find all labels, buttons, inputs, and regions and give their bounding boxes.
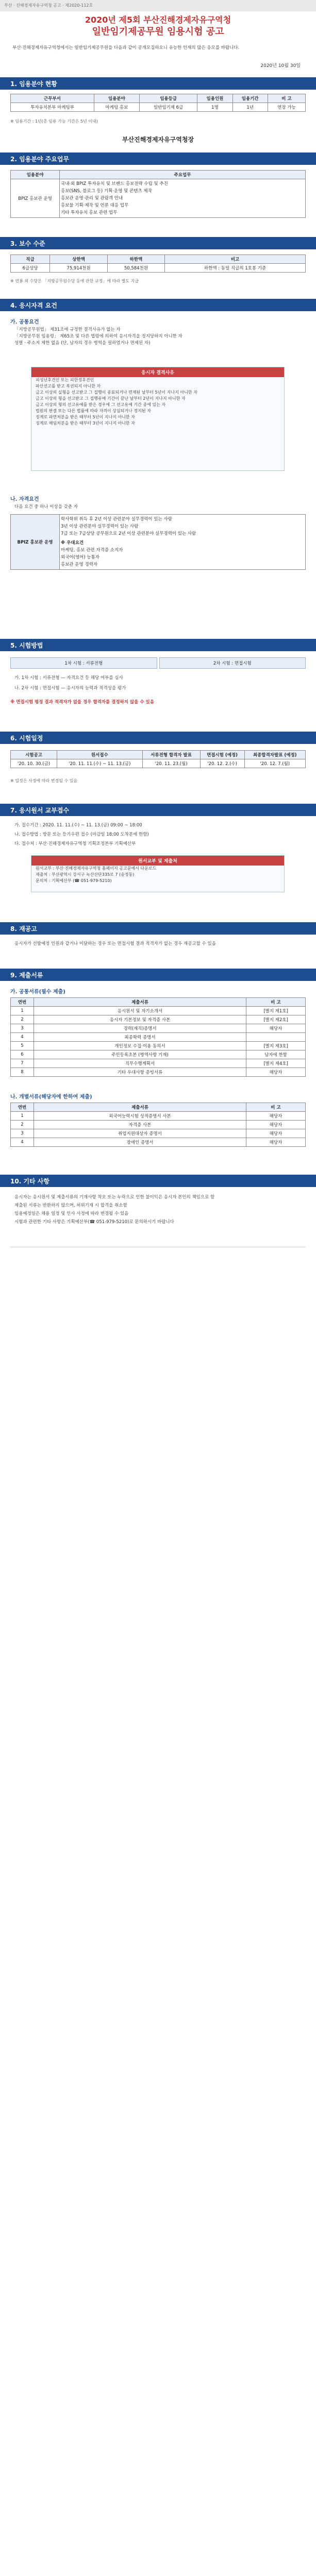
td: BPIZ 홍보관 운영 — [11, 515, 60, 570]
docs-common-caption: 가. 공통서류(필수 제출) — [10, 989, 65, 995]
exam-desc-2: 나. 2차 시험 : 면접시험 — 응시자의 능력과 적격성을 평가 — [14, 686, 126, 691]
repost-text: 응시자가 선발예정 인원과 같거나 미달하는 경우 또는 면접시험 결과 적격자가 없는 경우 재공고할 수 있음 — [14, 941, 216, 946]
notice-date: 2020년 10월 30일 — [260, 63, 301, 69]
table-row — [11, 1121, 306, 1129]
td: 해당자 — [246, 1129, 306, 1138]
title-line-1: 2020년 제5회 부산진해경제자유구역청 — [85, 15, 231, 25]
th: 제출서류 — [34, 1103, 246, 1112]
td: 해당자 — [246, 1068, 306, 1077]
td: 1년 — [232, 103, 268, 112]
exam-desc-1: 가. 1차 시험 : 서류전형 — 자격요건 등 해당 여부를 심사 — [14, 675, 123, 681]
td: 일반임기제 6급 — [139, 103, 197, 112]
section-header-4: 4. 응시자격 요건 — [0, 299, 316, 311]
td: 하한액 : 동일 직급의 1호봉 기준 — [165, 264, 306, 273]
th: 비 고 — [246, 998, 306, 1007]
pref-title: ※ 우대요건 — [61, 540, 84, 546]
header-bar: 부산 · 진해경제자유구역청 공고 · 제2020-112호 — [0, 0, 316, 11]
pref-item: 마케팅, 홍보 관련 자격증 소지자 — [61, 548, 123, 553]
table-row — [11, 1024, 306, 1033]
td: 투자유치본부 마케팅부 — [11, 103, 94, 112]
box-item: 피성년후견인 또는 피한정후견인 — [36, 378, 94, 382]
duty-item: 국내·외 BPIZ 투자유치 및 브랜드 홍보전략 수립 및 추진 — [61, 181, 168, 187]
td: 1 — [11, 1112, 34, 1121]
td: 경력(재직)증명서 — [34, 1024, 246, 1033]
th: 임용분야 — [94, 94, 139, 103]
td: 남자에 한함 — [246, 1050, 306, 1059]
td: [별지 제4호] — [246, 1059, 306, 1068]
duty-item: 홍보물 기획·제작 및 언론 대응 업무 — [61, 203, 129, 208]
intro-paragraph: 부산·진해경제자유구역청에서는 일반임기제공무원을 다음과 같이 공개모집하오니 유능한 인재의 많은 응모를 바랍니다. — [12, 45, 240, 50]
th: 서류전형 합격자 발표 — [142, 751, 200, 759]
docs-individual-table — [10, 1103, 306, 1147]
subhead-qualification: 나. 자격요건 — [10, 497, 39, 502]
td: 기타 우대사항 증빙서류 — [34, 1068, 246, 1077]
application-box — [31, 855, 285, 892]
duty-item: 홍보(SNS, 블로그 등) 기획·운영 및 콘텐츠 제작 — [61, 189, 152, 194]
td: 취업지원대상자 증명서 — [34, 1129, 246, 1138]
box-item: 징계로 파면처분을 받은 때부터 5년이 지나지 아니한 자 — [36, 415, 135, 419]
th: 임용기간 — [232, 94, 268, 103]
misc-item: 시험과 관련한 기타 사항은 기획예산부(☎ 051-979-5210)로 문의하시기 바랍니다 — [14, 1219, 174, 1225]
th: 임용분야 — [11, 171, 60, 179]
td: 5 — [11, 1042, 34, 1050]
th: 시험공고 — [11, 751, 57, 759]
td: 4 — [11, 1033, 34, 1042]
td: 2 — [11, 1015, 34, 1024]
th: 근무부서 — [11, 94, 94, 103]
box-title: 원서교부 및 제출처 — [31, 856, 284, 866]
schedule-table — [10, 750, 306, 768]
docs-individual-caption: 나. 개별서류(해당자에 한하여 제출) — [10, 1094, 92, 1100]
section-header-3: 3. 보수 수준 — [0, 237, 316, 249]
qualification-table — [10, 514, 306, 570]
td: 최종학력 증명서 — [34, 1033, 246, 1042]
exam-step: 2차 시험 : 면접시험 — [159, 657, 306, 669]
misc-item: 응시자는 응시원서 및 제출서류의 기재사항 착오 또는 누락으로 인한 불이익은 응시자 본인의 책임으로 함 — [14, 1195, 215, 1200]
duty-item: 홍보관 운영·관리 및 관람객 안내 — [61, 196, 123, 201]
qual-item: 7급 또는 7급상당 공무원으로 2년 이상 관련분야 실무경력이 있는 사람 — [61, 531, 196, 536]
table-row — [11, 1007, 306, 1015]
td: '20. 12. 2.(수) — [200, 759, 244, 768]
application-place: 다. 접수처 : 부산·진해경제자유구역청 기획조정본부 기획예산부 — [14, 841, 136, 846]
td: '20. 10. 30.(금) — [11, 759, 57, 768]
section-header-6: 6. 시험일정 — [0, 732, 316, 744]
th: 임용등급 — [139, 94, 197, 103]
duties-list — [60, 179, 306, 218]
td: 6 — [11, 1050, 34, 1059]
qual-item: 학사학위 취득 후 2년 이상 관련분야 실무경력이 있는 사람 — [61, 517, 172, 522]
td: 3 — [11, 1129, 34, 1138]
exam-warning: ※ 면접시험 평정 결과 적격자가 없을 경우 합격자를 결정하지 않을 수 있음 — [10, 700, 154, 705]
th: 하한액 — [107, 255, 164, 264]
th: 상한액 — [50, 255, 107, 264]
req-item: 성별 · 주소지 제한 없음 (단, 남자의 경우 병역을 필하였거나 면제된 자) — [14, 341, 151, 346]
td: 개인정보 수집·이용 동의서 — [34, 1042, 246, 1050]
table-row — [11, 1129, 306, 1138]
td: '20. 12. 7.(월) — [244, 759, 305, 768]
td — [246, 1033, 306, 1042]
exam-steps — [10, 657, 306, 669]
td: '20. 11. 11.(수) ~ 11. 13.(금) — [57, 759, 143, 768]
td: '20. 11. 23.(월) — [142, 759, 200, 768]
td: 자격증 사본 — [34, 1121, 246, 1129]
application-method: 나. 접수방법 : 방문 또는 등기우편 접수 (마감일 18:00 도착분에 한함) — [14, 832, 149, 837]
th: 임용인원 — [197, 94, 232, 103]
td: 해당자 — [246, 1121, 306, 1129]
title-line-2: 일반임기제공무원 임용시험 공고 — [92, 26, 224, 37]
table-row — [11, 1112, 306, 1121]
td: 응시원서 및 자기소개서 — [34, 1007, 246, 1015]
td: 1 — [11, 1007, 34, 1015]
misc-item: 제출된 서류는 반환하지 않으며, 허위기재 시 합격을 취소함 — [14, 1203, 127, 1208]
td: 마케팅 홍보 — [94, 103, 139, 112]
section-header-10: 10. 기타 사항 — [0, 1175, 316, 1187]
td: 7 — [11, 1059, 34, 1068]
application-period: 가. 접수기간 : 2020. 11. 11.(수) ~ 11. 13.(금) 09:00 ~ 18:00 — [14, 823, 142, 828]
td: 1명 — [197, 103, 232, 112]
table-row — [11, 1015, 306, 1024]
td: 해당자 — [246, 1024, 306, 1033]
docs-common-table — [10, 997, 306, 1077]
recruitment-table — [10, 94, 306, 112]
table-row — [11, 1138, 306, 1147]
table-row — [11, 1068, 306, 1077]
th: 면접시험 (예정) — [200, 751, 244, 759]
table-row — [11, 1059, 306, 1068]
section-header-8: 8. 재공고 — [0, 922, 316, 935]
td: 연장 가능 — [268, 103, 305, 112]
td: [별지 제3호] — [246, 1042, 306, 1050]
pref-item: 홍보관 운영 경력자 — [61, 562, 98, 567]
organization-name: 부산진해경제자유구역청장 — [122, 136, 194, 143]
td: 해당자 — [246, 1138, 306, 1147]
td: 주민등록초본 (병역사항 기재) — [34, 1050, 246, 1059]
section-header-2: 2. 임용분야 주요업무 — [0, 152, 316, 165]
td: 외국어능력시험 성적증명서 사본 — [34, 1112, 246, 1121]
th: 최종합격자발표 (예정) — [244, 751, 305, 759]
table-row — [11, 1033, 306, 1042]
qualification-list — [60, 515, 306, 570]
td: 8 — [11, 1068, 34, 1077]
box-item: 제출처 : 부산광역시 강서구 녹산산단335로 7 (송정동) — [36, 872, 135, 877]
th: 비 고 — [268, 94, 305, 103]
qual-item: 3년 이상 관련분야 실무경력이 있는 사람 — [61, 524, 139, 529]
section-header-7: 7. 응시원서 교부접수 — [0, 804, 316, 816]
section-header-5: 5. 시험방법 — [0, 639, 316, 651]
td: BPIZ 홍보관 운영 — [11, 179, 60, 218]
common-requirements — [14, 327, 298, 347]
td: 장애인 증명서 — [34, 1138, 246, 1147]
td: 6급상당 — [11, 264, 50, 273]
th: 제출서류 — [34, 998, 246, 1007]
exam-step: 1차 시험 : 서류전형 — [10, 657, 157, 669]
th: 원서접수 — [57, 751, 143, 759]
box-item: 징계로 해임처분을 받은 때부터 3년이 지나지 아니한 자 — [36, 421, 135, 426]
th: 연번 — [11, 998, 34, 1007]
misc-item: 임용예정일은 채용 일정 및 인사 사정에 따라 변경될 수 있음 — [14, 1211, 129, 1216]
box-title: 응시자 결격사유 — [31, 367, 284, 377]
th: 주요업무 — [60, 171, 306, 179]
duty-item: 기타 투자유치 홍보 관련 업무 — [61, 210, 118, 215]
table-row — [11, 1050, 306, 1059]
td: 2 — [11, 1121, 34, 1129]
td: [별지 제1호] — [246, 1007, 306, 1015]
th: 비고 — [165, 255, 306, 264]
td: 3 — [11, 1024, 34, 1033]
salary-note: ※ 연봉 외 수당은 「지방공무원수당 등에 관한 규정」에 따라 별도 지급 — [10, 279, 139, 283]
misc-list — [14, 1193, 298, 1226]
th: 연번 — [11, 1103, 34, 1112]
box-item: 금고 이상의 형의 선고유예를 받은 경우에 그 선고유예 기간 중에 있는 자 — [36, 402, 166, 407]
box-item: 문의처 : 기획예산부 (☎ 051-979-5210) — [36, 878, 112, 883]
th: 직급 — [11, 255, 50, 264]
td: 50,584천원 — [107, 264, 164, 273]
box-item: 금고 이상의 실형을 선고받고 그 집행이 종료되거나 면제된 날부터 5년이 지나지 아니한 자 — [36, 390, 197, 395]
table-row — [11, 1042, 306, 1050]
td: 75,914천원 — [50, 264, 107, 273]
section-header-9: 9. 제출서류 — [0, 969, 316, 981]
req-item: 「지방공무원 임용령」 제65조 및 다른 법령에 의하여 응시자격을 정지당하지 아니한 자 — [14, 334, 182, 339]
schedule-note: ※ 일정은 사정에 따라 변경될 수 있음 — [10, 778, 78, 783]
table1-note: ※ 임용기간 : 1년(총 임용 가능 기간은 5년 이내) — [10, 119, 98, 124]
box-item: 원서교부 : 부산·진해경제자유구역청 홈페이지 공고문에서 다운로드 — [36, 866, 157, 871]
td: 4 — [11, 1138, 34, 1147]
pref-item: 외국어(영어) 능통자 — [61, 555, 100, 560]
box-item: 파산선고를 받고 복권되지 아니한 자 — [36, 384, 101, 388]
box-item: 법원의 판결 또는 다른 법률에 따라 자격이 상실되거나 정지된 자 — [36, 409, 151, 413]
subhead-common: 가. 공통요건 — [10, 319, 39, 325]
box-item: 금고 이상의 형을 선고받고 그 집행유예 기간이 끝난 날부터 2년이 지나지 아니한 자 — [36, 396, 186, 401]
duties-table — [10, 170, 306, 218]
td: [별지 제2호] — [246, 1015, 306, 1024]
qualification-lead: 다음 요건 중 하나 이상을 갖춘 자 — [14, 504, 78, 510]
disqualification-box — [31, 367, 285, 471]
req-item: 「지방공무원법」 제31조에 규정한 결격사유가 없는 자 — [14, 327, 121, 332]
th: 비 고 — [246, 1103, 306, 1112]
td: 직무수행계획서 — [34, 1059, 246, 1068]
section-header-1: 1. 임용분야 현황 — [0, 77, 316, 90]
td: 해당자 — [246, 1112, 306, 1121]
salary-table — [10, 255, 306, 273]
notice-title — [0, 14, 316, 38]
td: 응시자 기본정보 및 자격증 사본 — [34, 1015, 246, 1024]
